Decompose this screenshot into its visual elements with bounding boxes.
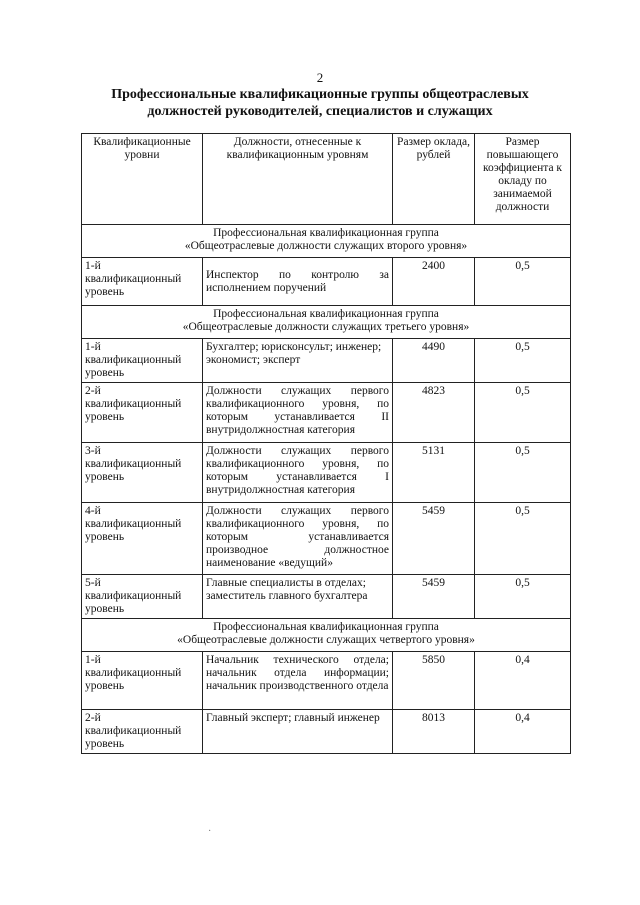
- salary-cell: 4823: [393, 383, 475, 443]
- group-title-line-2: «Общеотраслевые должности служащих четвертого уровня»: [177, 634, 475, 646]
- salary-cell: 5459: [393, 575, 475, 619]
- salary-cell: 5850: [393, 652, 475, 710]
- scan-artifact-mark: ·: [208, 826, 212, 837]
- group-title: [82, 225, 571, 258]
- salary-cell: 4490: [393, 339, 475, 383]
- table-row: [82, 443, 571, 503]
- salary-cell: 2400: [393, 258, 475, 306]
- document-title: [70, 86, 570, 120]
- salary-cell: 8013: [393, 710, 475, 754]
- qualification-groups-table: [81, 133, 571, 754]
- level-cell: 2-й квалификационный уровень: [82, 383, 203, 443]
- table-row: [82, 652, 571, 710]
- level-cell: 4-й квалификационный уровень: [82, 503, 203, 575]
- positions-cell: Главный эксперт; главный инженер: [203, 710, 393, 754]
- group-title-line-1: Профессиональная квалификационная группа: [213, 621, 439, 633]
- document-title-line-1: Профессиональные квалификационные группы общеотраслевых: [111, 87, 529, 102]
- table-row: [82, 710, 571, 754]
- level-cell: 1-й квалификационный уровень: [82, 652, 203, 710]
- level-cell: 3-й квалификационный уровень: [82, 443, 203, 503]
- level-cell: 1-й квалификационный уровень: [82, 258, 203, 306]
- salary-cell: 5459: [393, 503, 475, 575]
- coefficient-cell: 0,4: [475, 710, 571, 754]
- header-qualification-levels: Квалификационные уровни: [82, 134, 203, 225]
- level-cell: 1-й квалификационный уровень: [82, 339, 203, 383]
- positions-cell: Главные специалисты в отделах; заместитель главного бухгалтера: [203, 575, 393, 619]
- group-title-line-2: «Общеотраслевые должности служащих второго уровня»: [184, 240, 468, 252]
- coefficient-cell: 0,4: [475, 652, 571, 710]
- group-title-line-2: «Общеотраслевые должности служащих третьего уровня»: [182, 321, 470, 333]
- positions-cell: Бухгалтер; юрисконсульт; инженер; экономист; эксперт: [203, 339, 393, 383]
- header-coefficient: Размер повышающего коэффициента к окладу по занимаемой должности: [475, 134, 571, 225]
- group-title-line-1: Профессиональная квалификационная группа: [213, 308, 439, 320]
- coefficient-cell: 0,5: [475, 383, 571, 443]
- coefficient-cell: 0,5: [475, 443, 571, 503]
- positions-cell: Инспектор по контролю за исполнением поручений: [203, 258, 393, 306]
- table-row: [82, 503, 571, 575]
- salary-cell: 5131: [393, 443, 475, 503]
- coefficient-cell: 0,5: [475, 258, 571, 306]
- level-cell: 5-й квалификационный уровень: [82, 575, 203, 619]
- table-header-row: [82, 134, 571, 225]
- table-row: [82, 575, 571, 619]
- document-title-line-2: должностей руководителей, специалистов и служащих: [147, 104, 493, 119]
- coefficient-cell: 0,5: [475, 575, 571, 619]
- group-header-row: [82, 225, 571, 258]
- table-row: [82, 339, 571, 383]
- positions-cell: Должности служащих первого квалификационного уровня, по которым устанавливается II внутридолжностная категория: [203, 383, 393, 443]
- group-title-line-1: Профессиональная квалификационная группа: [213, 227, 439, 239]
- group-header-row: [82, 619, 571, 652]
- positions-cell: Начальник технического отдела; начальник отдела информации; начальник производственного отдела: [203, 652, 393, 710]
- table-row: [82, 258, 571, 306]
- group-header-row: [82, 306, 571, 339]
- header-positions: Должности, отнесенные к квалификационным уровням: [203, 134, 393, 225]
- level-cell: 2-й квалификационный уровень: [82, 710, 203, 754]
- header-salary: Размер оклада, рублей: [393, 134, 475, 225]
- coefficient-cell: 0,5: [475, 503, 571, 575]
- group-title: [82, 619, 571, 652]
- positions-cell: Должности служащих первого квалификационного уровня, по которым устанавливается I внутридолжностная категория: [203, 443, 393, 503]
- group-title: [82, 306, 571, 339]
- coefficient-cell: 0,5: [475, 339, 571, 383]
- page-number: 2: [316, 70, 324, 85]
- table-row: [82, 383, 571, 443]
- positions-cell: Должности служащих первого квалификационного уровня, по которым устанавливается производное должностное наименование «ведущий»: [203, 503, 393, 575]
